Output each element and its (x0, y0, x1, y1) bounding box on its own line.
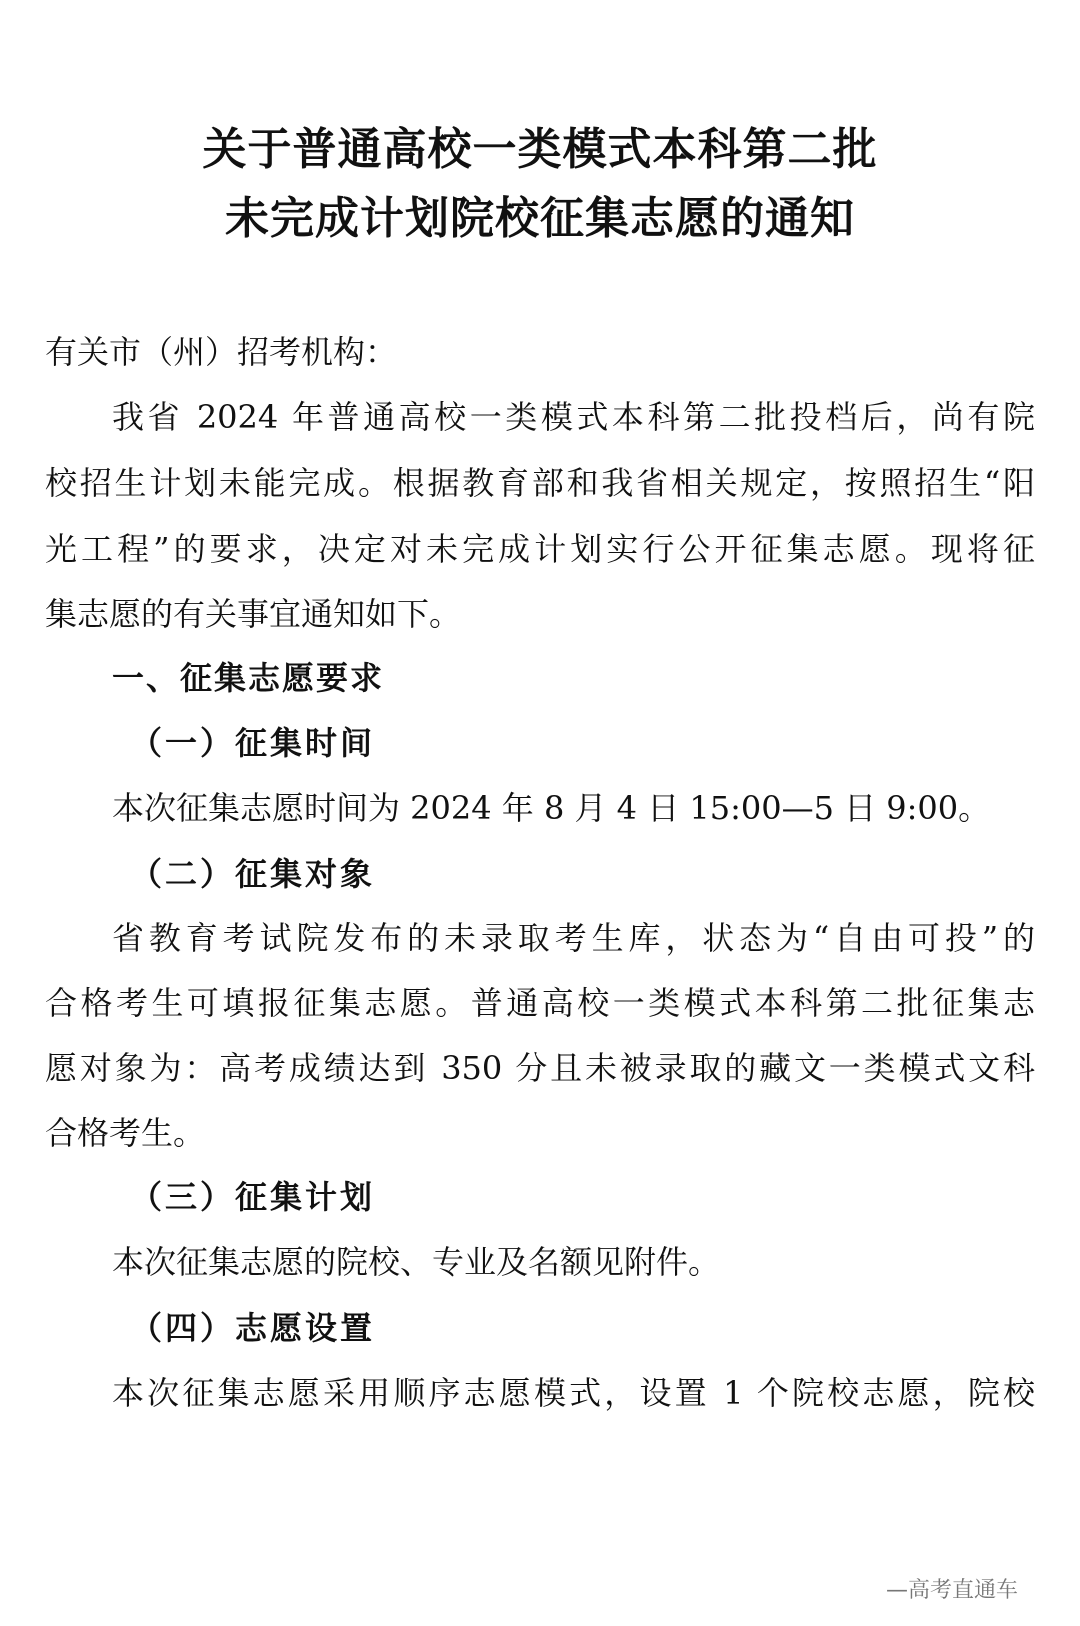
settings-text: 本次征集志愿采用顺序志愿模式，设置 1 个院校志愿，院校 (112, 1374, 1035, 1412)
target-line-2: 合格考生可填报征集志愿。普通高校一类模式本科第二批征集志 (45, 984, 1035, 1022)
time-text: 本次征集志愿时间为 2024 年 8 月 4 日 15:00—5 日 9:00。 (112, 789, 991, 827)
salutation: 有关市（州）招考机构： (45, 333, 398, 371)
subsection-heading-plan: （三）征集计划 (130, 1178, 376, 1216)
subsection-heading-time: （一）征集时间 (130, 724, 376, 762)
intro-line-3: 光工程”的要求，决定对未完成计划实行公开征集志愿。现将征 (45, 530, 1035, 568)
document-title-line-1: 关于普通高校一类模式本科第二批 (202, 124, 878, 175)
target-line-3: 愿对象为：高考成绩达到 350 分且未被录取的藏文一类模式文科 (45, 1049, 1035, 1087)
subsection-heading-settings: （四）志愿设置 (130, 1309, 376, 1347)
subsection-heading-target: （二）征集对象 (130, 855, 376, 893)
target-line-1: 省教育考试院发布的未录取考生库，状态为“自由可投”的 (112, 919, 1035, 957)
intro-line-4: 集志愿的有关事宜通知如下。 (45, 595, 462, 633)
document-title-line-2: 未完成计划院校征集志愿的通知 (225, 193, 855, 244)
section-heading-requirements: 一、征集志愿要求 (112, 659, 385, 697)
watermark-text: —高考直通车 (885, 1578, 1018, 1603)
target-line-4: 合格考生。 (45, 1114, 206, 1152)
plan-text: 本次征集志愿的院校、专业及名额见附件。 (112, 1243, 721, 1281)
intro-line-2: 校招生计划未能完成。根据教育部和我省相关规定，按照招生“阳 (45, 464, 1035, 502)
intro-line-1: 我省 2024 年普通高校一类模式本科第二批投档后，尚有院 (112, 398, 1035, 436)
